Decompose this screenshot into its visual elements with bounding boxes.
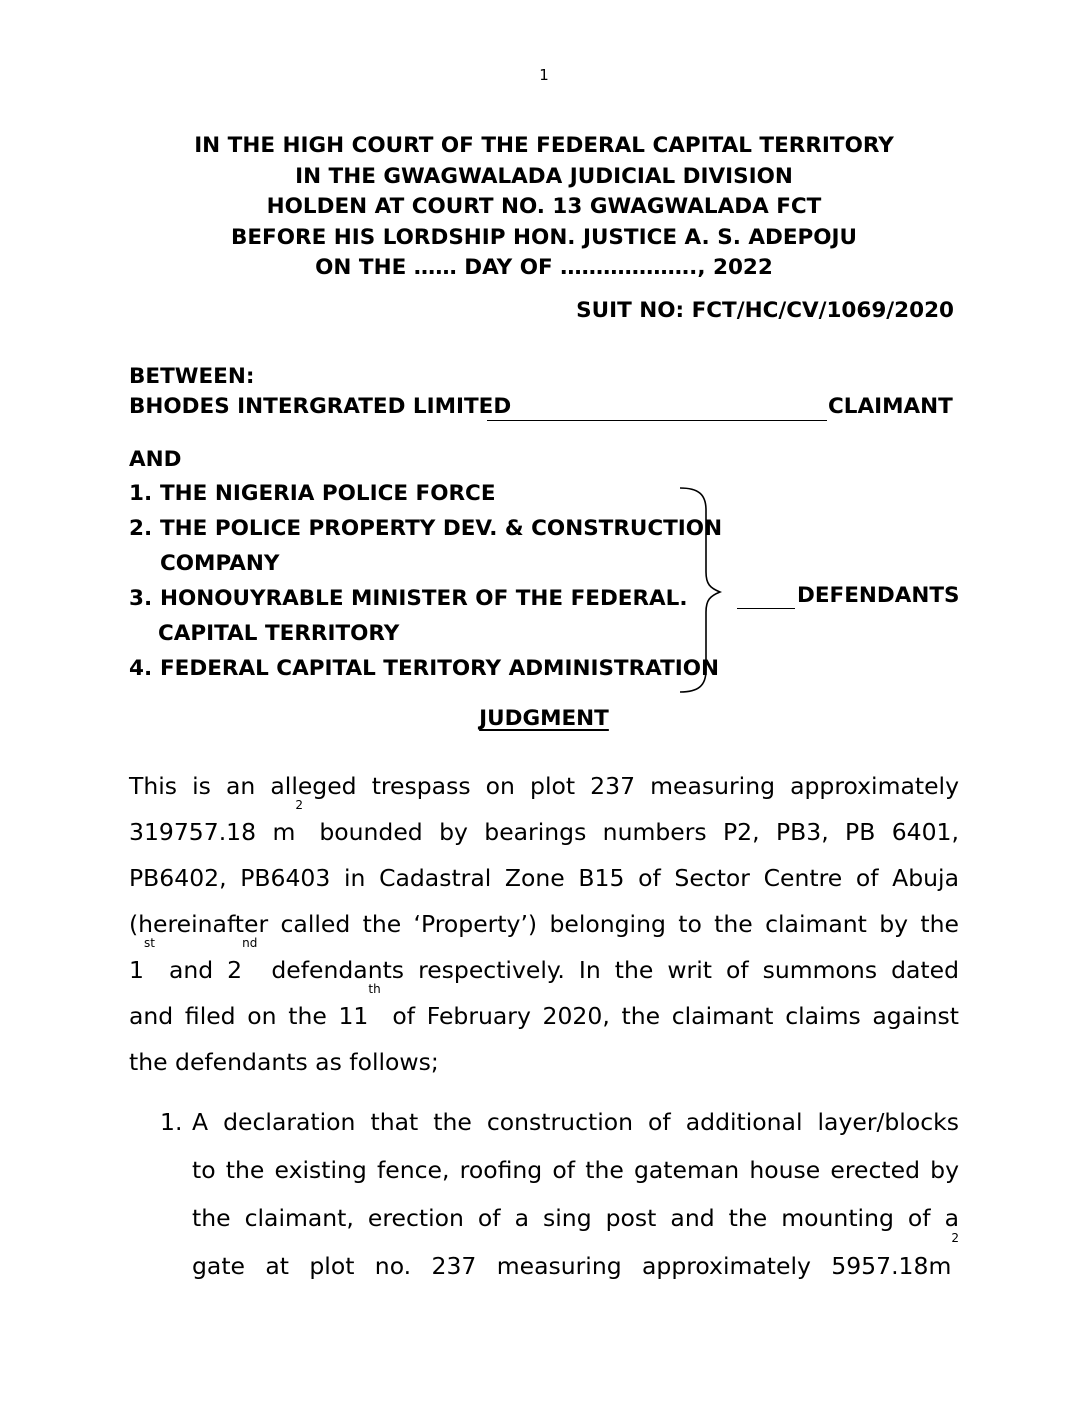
paragraph-line [129, 982, 959, 1039]
defendants-label: DEFENDANTS [797, 583, 960, 608]
superscript: st [143, 936, 155, 950]
claim-line: A declaration that the construction of additional layer/blocks [192, 1108, 959, 1136]
text-run: 1 [129, 956, 144, 984]
paragraph-line [129, 936, 959, 993]
court-heading [0, 131, 1088, 284]
page-number: 1 [539, 66, 549, 84]
heading-line-3: HOLDEN AT COURT NO. 13 GWAGWALADA FCT [266, 194, 822, 219]
heading-line-5: ON THE …… DAY OF ………………., 2022 [315, 255, 773, 280]
superscript: th [368, 982, 381, 996]
claimant-underline [487, 420, 827, 421]
text-run: bounded by bearings numbers P2, PB3, PB 6401, [302, 818, 959, 846]
defendant-number: 3. [129, 586, 153, 611]
claim-line: the claimant, erection of a sing post and the mounting of a [192, 1204, 959, 1232]
paragraph-line: PB6402, PB6403 in Cadastral Zone B15 of Sector Centre of Abuja [129, 864, 959, 892]
heading-line-1: IN THE HIGH COURT OF THE FEDERAL CAPITAL TERRITORY [194, 133, 894, 158]
paragraph-line: the defendants as follows; [129, 1048, 439, 1076]
defendant-item-1 [129, 476, 722, 511]
defendant-item-3 [129, 581, 722, 616]
defendants-list [129, 476, 722, 686]
list-marker: 1. [160, 1108, 183, 1136]
judgment-title [0, 706, 1088, 731]
defendant-name: HONOUYRABLE MINISTER OF THE FEDERAL. [160, 586, 688, 611]
claim-item-1 [160, 1098, 960, 1290]
defendant-item-3-continued: CAPITAL TERRITORY [158, 621, 400, 646]
text-run: defendants respectively. In the writ of summons dated [257, 956, 959, 984]
and-label: AND [129, 447, 182, 472]
defendant-name: THE NIGERIA POLICE FORCE [160, 481, 496, 506]
heading-line-4: BEFORE HIS LORDSHIP HON. JUSTICE A. S. ADEPOJU [230, 224, 858, 250]
defendant-name: THE POLICE PROPERTY DEV. & CONSTRUCTION [160, 516, 723, 541]
defendant-number: 2. [129, 516, 153, 541]
defendant-number: 1. [129, 481, 153, 506]
claimant-label: CLAIMANT [828, 394, 953, 419]
text-run: gate at plot no. 237 measuring approximately 5957.18m [192, 1252, 952, 1280]
text-run: and filed on the 11 [129, 1002, 369, 1030]
paragraph-line [129, 798, 959, 855]
heading-line-2: IN THE GWAGWALADA JUDICIAL DIVISION [295, 163, 793, 189]
defendant-item-2-continued: COMPANY [160, 551, 280, 576]
judgment-title-text: JUDGMENT [479, 706, 609, 731]
superscript: 2 [951, 1231, 959, 1245]
suit-number: SUIT NO: FCT/HC/CV/1069/2020 [576, 298, 954, 323]
claim-line [192, 1231, 959, 1290]
text-run: 319757.18 m [129, 818, 296, 846]
defendant-number: 4. [129, 656, 153, 681]
defendant-item-4 [129, 651, 722, 686]
curly-brace-icon [676, 484, 722, 696]
between-label: BETWEEN: [129, 364, 255, 389]
claim-text [192, 1098, 959, 1290]
claim-line: to the existing fence, roofing of the gateman house erected by [192, 1156, 959, 1184]
defendant-item-2 [129, 511, 722, 546]
text-run: of February 2020, the claimant claims against [380, 1002, 959, 1030]
paragraph-line: (hereinafter called the ‘Property’) belonging to the claimant by the [129, 910, 959, 938]
defendant-name: FEDERAL CAPITAL TERITORY ADMINISTRATION [160, 656, 720, 681]
text-run: and 2 [154, 956, 243, 984]
superscript: 2 [295, 798, 303, 812]
defendants-underline [737, 608, 795, 609]
claimant-name: BHODES INTERGRATED LIMITED [129, 394, 512, 419]
paragraph-line: This is an alleged trespass on plot 237 measuring approximately [129, 772, 959, 800]
intro-paragraph [129, 763, 959, 1085]
superscript: nd [242, 936, 258, 950]
